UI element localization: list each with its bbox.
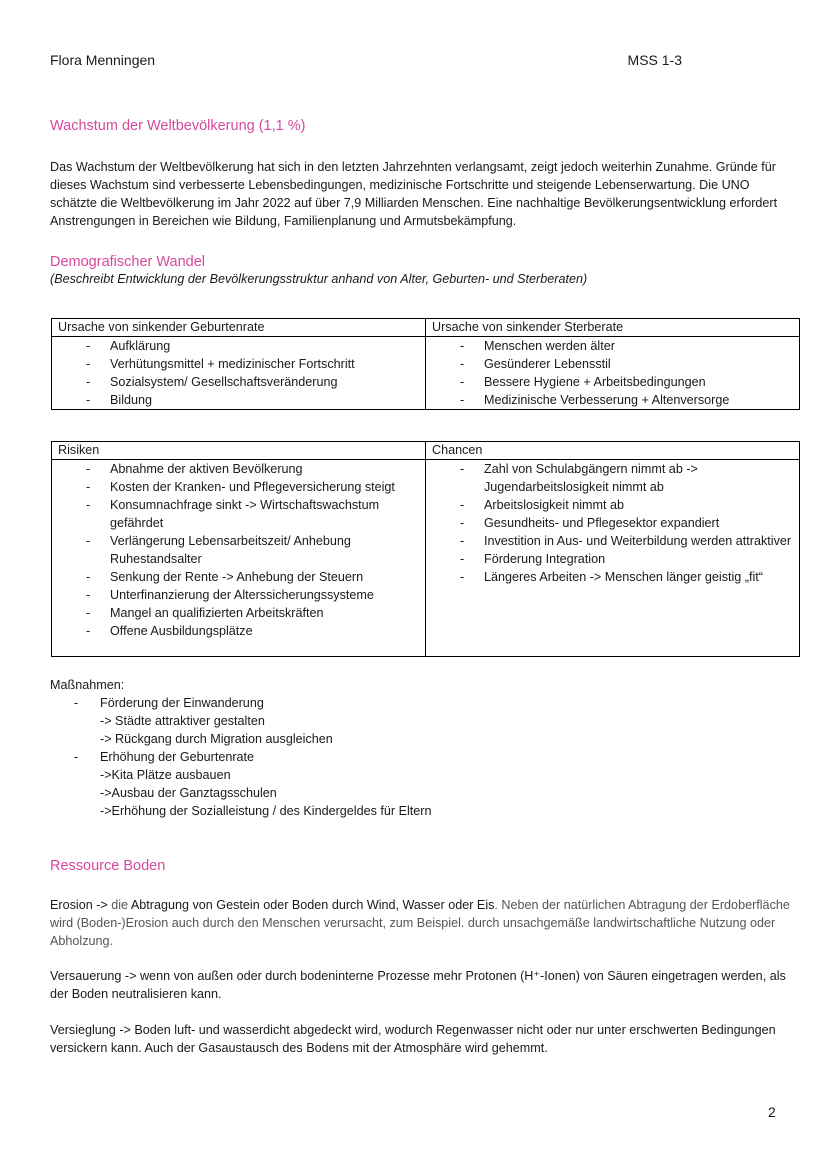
sub-item: ->Ausbau der Ganztagsschulen [100, 786, 277, 800]
section-heading-demografischer-wandel: Demografischer Wandel [50, 254, 205, 270]
section-heading-weltbevoelkerung: Wachstum der Weltbevölkerung (1,1 %) [50, 118, 306, 134]
list-item [50, 748, 650, 820]
paragraph-versauerung: Versauerung -> wenn von außen oder durch bodeninterne Prozesse mehr Protonen (H⁺-Ionen) von Säuren eingetragen werden, als der Boden neutralisieren kann. [50, 969, 786, 1001]
section-heading-ressource-boden: Ressource Boden [50, 858, 166, 874]
list-item: - Senkung der Rente -> Anhebung der Steuern [58, 568, 419, 586]
list-item: - Kosten der Kranken- und Pflegeversicherung steigt [58, 478, 419, 496]
massnahmen-list [50, 694, 650, 820]
table-cell-risiken [52, 460, 426, 657]
list-item: - Verhütungsmittel + medizinischer Fortschritt [58, 355, 419, 373]
massnahmen-section [50, 676, 650, 820]
table-cell-sterberate [426, 337, 800, 410]
list-item: - Zahl von Schulabgängern nimmt ab -> Jugendarbeitslosigkeit nimmt ab [432, 460, 793, 496]
sub-item: ->Erhöhung der Sozialleistung / des Kindergeldes für Eltern [100, 804, 432, 818]
erosion-rest: . Neben der natürlichen Abtragung der Erdoberfläche wird (Boden-)Erosion auch durch den Menschen verursacht, zum Beispiel. durch unsachgemäße landwirtschaftliche Nutzung oder Abholzung. [50, 898, 790, 948]
sub-item: -> Rückgang durch Migration ausgleichen [100, 732, 333, 746]
table-header-chancen: Chancen [426, 442, 800, 460]
table-cell-chancen [426, 460, 800, 657]
list-item: - Abnahme der aktiven Bevölkerung [58, 460, 419, 478]
table-header-geburtenrate: Ursache von sinkender Geburtenrate [52, 319, 426, 337]
list-item [50, 694, 650, 748]
page-header [50, 52, 682, 68]
list-item: - Investition in Aus- und Weiterbildung werden attraktiver [432, 532, 793, 550]
list-item: - Bildung [58, 391, 419, 409]
sub-item: ->Kita Plätze ausbauen [100, 768, 231, 782]
list-item: - Sozialsystem/ Gesellschaftsveränderung [58, 373, 419, 391]
erosion-definition: Abtragung von Gestein oder Boden durch Wind, Wasser oder Eis [130, 898, 495, 912]
author-name: Flora Menningen [50, 52, 156, 68]
erosion-def-article: die [111, 898, 131, 912]
erosion-term: Erosion -> [50, 898, 112, 912]
list-item: - Förderung Integration [432, 550, 793, 568]
list-item: - Menschen werden älter [432, 337, 793, 355]
list-item: - Gesundheits- und Pflegesektor expandiert [432, 514, 793, 532]
list-item: - Offene Ausbildungsplätze [58, 622, 419, 640]
list-item: - Aufklärung [58, 337, 419, 355]
paragraph-erosion [50, 896, 790, 950]
section-subtitle-demografischer-wandel: (Beschreibt Entwicklung der Bevölkerungsstruktur anhand von Alter, Geburten- und Sterberaten) [50, 272, 588, 286]
list-item: - Mangel an qualifizierten Arbeitskräften [58, 604, 419, 622]
massnahme-label: Erhöhung der Geburtenrate [100, 750, 255, 764]
table-cell-geburtenrate [52, 337, 426, 410]
course-label: MSS 1-3 [627, 52, 682, 68]
paragraph-versieglung: Versieglung -> Boden luft- und wasserdicht abgedeckt wird, wodurch Regenwasser nicht oder nur unter erschwerten Bedingungen versickern kann. Auch der Gasaustausch des Bodens mit der Atmosphäre wird gehemmt. [50, 1023, 776, 1055]
list-item: - Längeres Arbeiten -> Menschen länger geistig „fit“ [432, 568, 793, 586]
massnahmen-heading: Maßnahmen: [50, 678, 125, 692]
list-item: - Unterfinanzierung der Alterssicherungssysteme [58, 586, 419, 604]
list-item: - Bessere Hygiene + Arbeitsbedingungen [432, 373, 793, 391]
table-ursachen [51, 318, 800, 410]
page-number: 2 [768, 1104, 776, 1120]
massnahme-label: Förderung der Einwanderung [100, 696, 264, 710]
list-item: - Konsumnachfrage sinkt -> Wirtschaftswachstum gefährdet [58, 496, 419, 532]
list-item: - Gesünderer Lebensstil [432, 355, 793, 373]
paragraph-weltbevoelkerung: Das Wachstum der Weltbevölkerung hat sich in den letzten Jahrzehnten verlangsamt, zeigt jedoch weiterhin Zunahme. Gründe für dieses Wachstum sind verbesserte Lebensbedingungen, medizinische Fortschritte und steigende Lebenserwartung. Die UNO schätzte die Weltbevölkerung im Jahr 2022 auf über 7,9 Milliarden Menschen. Eine nachhaltige Bevölkerungsentwicklung erfordert Anstrengungen in Bereichen wie Bildung, Familienplanung und Armutsbekämpfung. [50, 160, 778, 228]
list-item: - Verlängerung Lebensarbeitszeit/ Anhebung Ruhestandsalter [58, 532, 419, 568]
sub-item: -> Städte attraktiver gestalten [100, 714, 265, 728]
table-header-risiken: Risiken [52, 442, 426, 460]
list-item: - Arbeitslosigkeit nimmt ab [432, 496, 793, 514]
table-risiken-chancen [51, 441, 800, 657]
list-item: - Medizinische Verbesserung + Altenversorge [432, 391, 793, 409]
table-header-sterberate: Ursache von sinkender Sterberate [426, 319, 800, 337]
